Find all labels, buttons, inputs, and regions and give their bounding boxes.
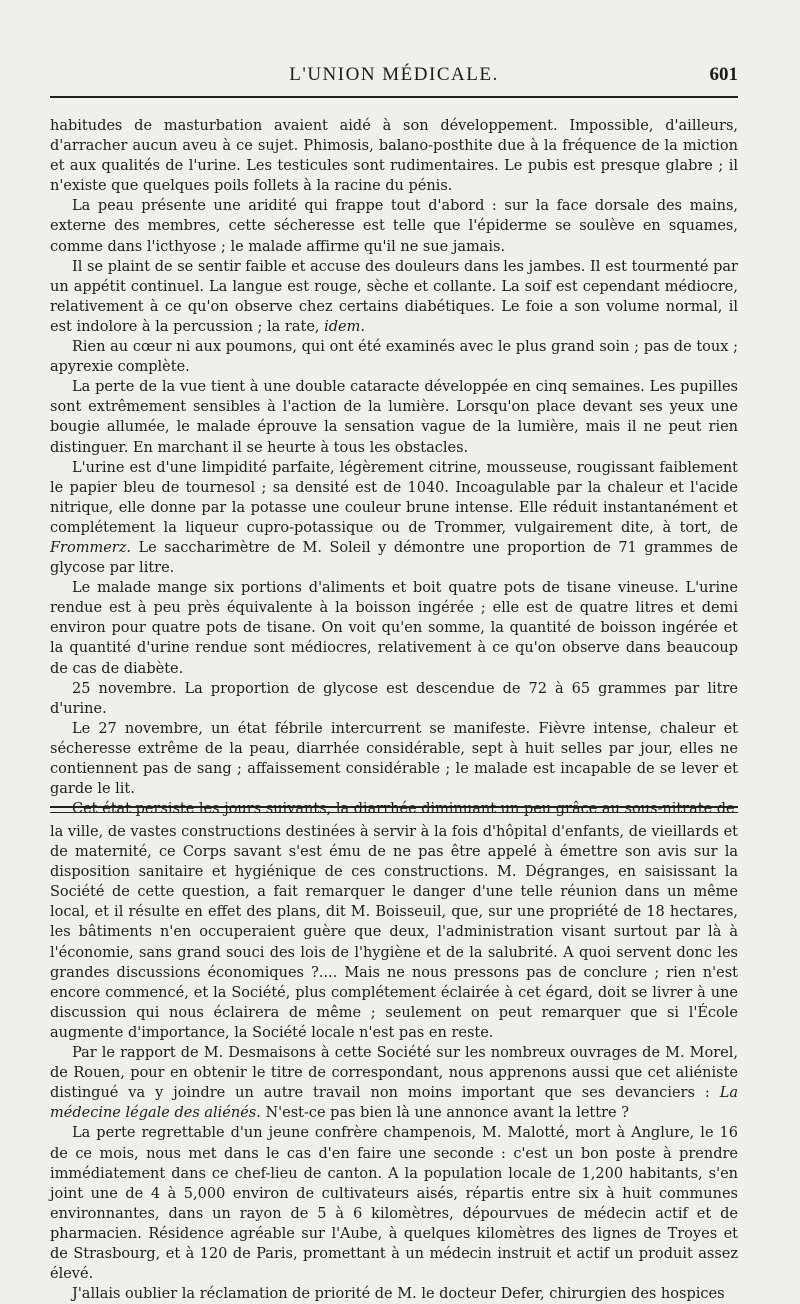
page-header (50, 60, 738, 90)
text-run: L'urine est d'une limpidité parfaite, légèrement citrine, mousseuse, rougissant faiblement le papier bleu de tournesol ; sa densité est de 1040. Incoagulable par la chaleur et l'acide nitrique, elle donne par la potasse une couleur brune intense. Elle réduit instantanément et complétement la liqueur cupro-potassique ou de Trommer, vulgairement dite, à tort, de (50, 459, 738, 536)
text-run: Le saccharimètre de M. Soleil y démontre une proportion de 71 grammes de glycose par litre. (50, 539, 738, 577)
italic-book-title: La médecine légale des aliénés. (50, 1085, 738, 1122)
paragraph-symptoms (50, 257, 738, 337)
running-title: L'UNION MÉDICALE. (289, 64, 499, 85)
paragraph-desmaisons-report (50, 1043, 738, 1123)
paragraph-nov-25: 25 novembre. La proportion de glycose est descendue de 72 à 65 grammes par litre d'urine. (50, 680, 738, 717)
paragraph-cataract: La perte de la vue tient à une double cataracte développée en cinq semaines. Les pupilles sont extrêmement sensibles à l'action de la lumière. Lorsqu'on place devant ses yeux une bougie allumée, le malade éprouve la sensation vague de la lumière, mais il ne peut rien distinguer. En marchant il se heurte à tous les obstacles. (50, 379, 738, 456)
text-run: N'est-ce pas bien là une annonce avant la lettre ? (260, 1105, 629, 1122)
paragraph-defer: J'allais oublier la réclamation de priorité de M. le docteur Defer, chirurgien des hospices (72, 1286, 725, 1303)
section-divider-thin (50, 812, 738, 813)
paragraph-nov-27: Le 27 novembre, un état fébrile intercurrent se manifeste. Fièvre intense, chaleur et sécheresse extrême de la peau, diarrhée considérable, sept à huit selles par jour, elles ne contiennent pas de sang ; affaissement considérable ; le malade est incapable de se lever et garde le lit. (50, 720, 738, 798)
paragraph-diet: Le malade mange six portions d'aliments et boit quatre pots de tisane vineuse. L'urine rendue est à peu près équivalente à la boisson ingérée ; elle est de quatre litres et demi environ pour quatre pots de tisane. On voit qu'en somme, la quantité de boisson ingérée et la quantité d'urine rendue sont médiocres, relativement à ce qu'on observe dans beaucoup de cas de diabète. (50, 580, 738, 677)
paragraph-constructions: la ville, de vastes constructions destinées à servir à la fois d'hôpital d'enfants, de vieillards et de maternité, ce Corps savant s'est ému de ne pas être appelé à émettre son avis sur la disposition sanitaire et hygiénique de ces constructions. M. Dégranges, en saisissant la Société de cette question, a fait remarquer le danger d'une telle réunion dans un même local, et il résulte en effet des plans, dit M. Boisseuil, que, sur une propriété de 18 hectares, les bâtiments n'en occuperaient guère que deux, l'administration visant surtout par là à l'économie, sans grand souci des lois de l'hygiène et de la salubrité. A quoi servent donc les grandes discussions économiques ?.... Mais ne nous pressons pas de conclure ; rien n'est encore commencé, et la Société, plus complétement éclairée à cet égard, doit se livrer à une discussion qui nous éclairera de même ; seulement on peut remarquer que si l'École augmente d'importance, la Société locale n'est pas en reste. (50, 824, 738, 1041)
paragraph-urine (50, 458, 738, 579)
text-run: Par le rapport de M. Desmaisons à cette Société sur les nombreux ouvrages de M. Morel, de Rouen, pour en obtenir le titre de correspondant, nous apprenons aussi que cet aliéniste distingué va y joindre un autre travail non moins important que ses devanciers : (50, 1045, 738, 1102)
case-report-section (50, 116, 738, 819)
header-rule (50, 96, 738, 98)
paragraph-continuation: Cet état persiste les jours suivants, la diarrhée diminuant un peu grâce au sous-nitrate de (72, 801, 735, 818)
italic-idem: idem. (324, 318, 365, 335)
paragraph-anglure-post: La perte regrettable d'un jeune confrère champenois, M. Malotté, mort à Anglure, le 16 de ce mois, nous met dans le cas d'en faire une seconde : c'est un bon poste à prendre immédiatement dans ce chef-lieu de canton. A la population locale de 1,200 habitants, s'en joint une de 4 à 5,000 environ de cultivateurs aisés, répartis entre six à huit communes environnantes, dans un rayon de 5 à 6 kilomètres, dépourvues de médecin actif et de pharmacien. Résidence agréable sur l'Aube, à quelques kilomètres des lignes de Troyes et de Strasbourg, et à 120 de Paris, promettant à un médecin instruit et actif un produit assez élevé. (50, 1125, 738, 1283)
paragraph-skin: La peau présente une aridité qui frappe tout d'abord : sur la face dorsale des mains, externe des membres, cette sécheresse est telle que l'épiderme se soulève en squames, comme dans l'icthyose ; le malade affirme qu'il ne sue jamais. (50, 198, 738, 255)
italic-frommerz: Frommerz. (50, 539, 131, 556)
section-divider (50, 806, 738, 808)
paragraph-heart-lungs: Rien au cœur ni aux poumons, qui ont été examinés avec le plus grand soin ; pas de toux ; apyrexie complète. (50, 339, 738, 376)
text-run: Il se plaint de se sentir faible et accuse des douleurs dans les jambes. Il est tourmenté par un appétit continuel. La langue est rouge, sèche et collante. La soif est cependant médiocre, relativement à ce qu'on observe chez certains diabétiques. Le foie a son volume normal, il est indolore à la percussion ; la rate, (50, 258, 738, 335)
paragraph-puberty: habitudes de masturbation avaient aidé à son développement. Impossible, d'ailleurs, d'arracher aucun aveu à ce sujet. Phimosis, balano-posthite due à la fréquence de la miction et aux qualités de l'urine. Les testicules sont rudimentaires. Le pubis est presque glabre ; il n'existe que quelques poils follets à la racine du pénis. (50, 118, 738, 195)
feuilleton-section (50, 822, 738, 1304)
page-number: 601 (709, 64, 738, 85)
